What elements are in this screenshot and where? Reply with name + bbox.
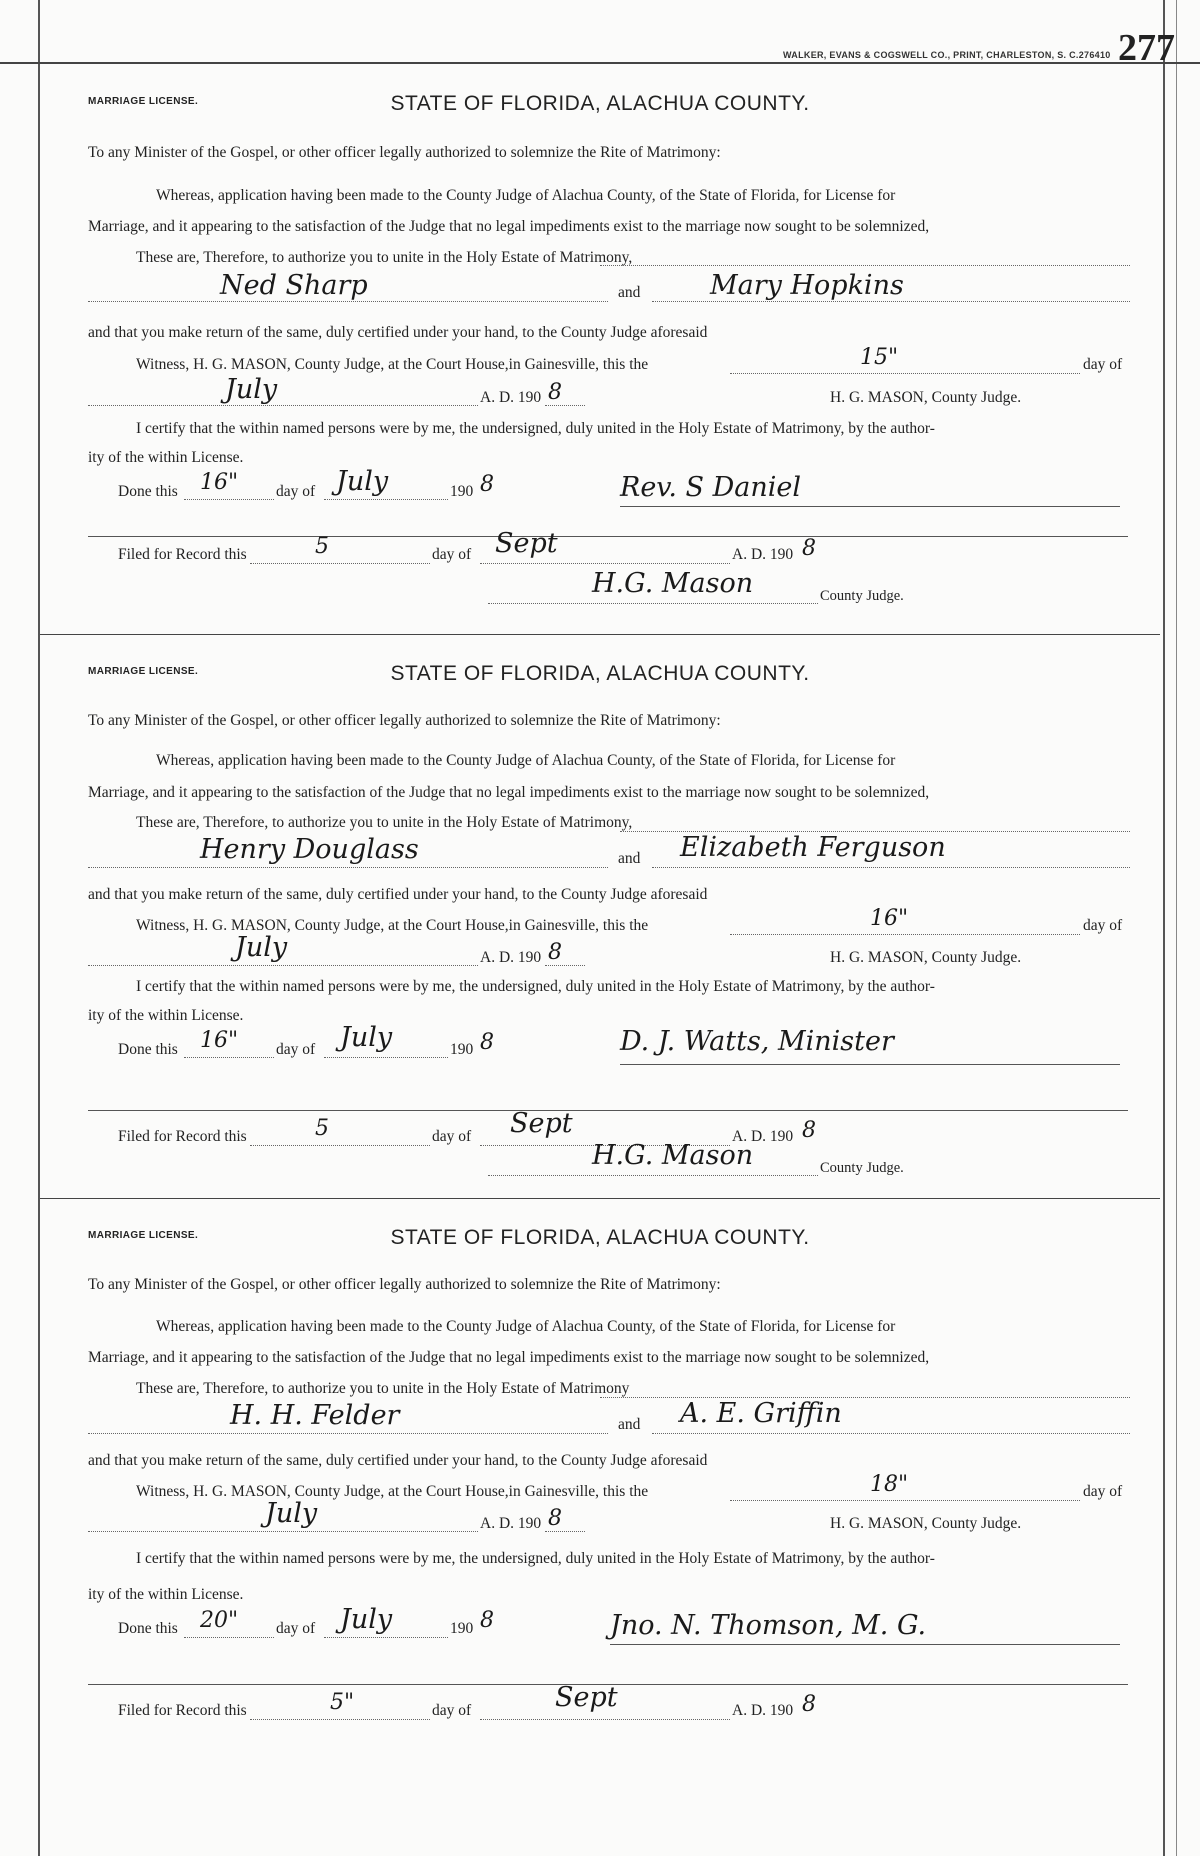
filed-ad-label: A. D. 190 (732, 546, 794, 563)
witness-line: Witness, H. G. MASON, County Judge, at the Court House,in Gainesville, this the (136, 1483, 649, 1500)
filed-year: 8 (802, 536, 816, 561)
done-year-prefix: 190 (450, 1041, 474, 1058)
ad-label: A. D. 190 (480, 389, 542, 406)
day-of-label: day of (1083, 917, 1123, 934)
license-label: MARRIAGE LICENSE. (88, 666, 199, 677)
whereas-line-2: Marriage, and it appearing to the satisfaction of the Judge that no legal impediments exist to the marriage now sought to be solemnized, (88, 218, 930, 235)
witness-month: July (225, 374, 278, 405)
certify-line-2: ity of the within License. (88, 449, 244, 466)
done-month: July (340, 1604, 393, 1635)
witness-line: Witness, H. G. MASON, County Judge, at the Court House,in Gainesville, this the (136, 356, 649, 373)
return-line: and that you make return of the same, duly certified under your hand, to the County Judge aforesaid (88, 324, 708, 341)
done-month: July (336, 466, 389, 497)
officiant-signature: D. J. Watts, Minister (620, 1026, 894, 1057)
filed-day-of-label: day of (432, 1702, 472, 1719)
witness-month: July (265, 1498, 318, 1529)
whereas-line-1: Whereas, application having been made to the County Judge of Alachua County, of the State of Florida, for License for (156, 187, 896, 204)
certify-line-2: ity of the within License. (88, 1007, 244, 1024)
witness-year: 8 (548, 1506, 562, 1531)
done-this-label: Done this (118, 483, 178, 500)
ad-label: A. D. 190 (480, 949, 542, 966)
filed-judge-signature: H.G. Mason (592, 1140, 754, 1171)
whereas-line-1: Whereas, application having been made to the County Judge of Alachua County, of the State of Florida, for License for (156, 752, 896, 769)
filed-ad-label: A. D. 190 (732, 1702, 794, 1719)
filed-year: 8 (802, 1692, 816, 1717)
these-are-line: These are, Therefore, to authorize you to unite in the Holy Estate of Matrimony, (136, 814, 633, 831)
certify-line-2: ity of the within License. (88, 1586, 244, 1603)
done-day-of-label: day of (276, 483, 316, 500)
right-border-line (1163, 0, 1165, 1856)
bride-name: Mary Hopkins (710, 270, 904, 301)
done-day: 20" (200, 1608, 239, 1633)
license-label: MARRIAGE LICENSE. (88, 96, 199, 107)
whereas-line-2: Marriage, and it appearing to the satisfaction of the Judge that no legal impediments exist to the marriage now sought to be solemnized, (88, 784, 930, 801)
witness-month: July (235, 932, 288, 963)
filed-day-of-label: day of (432, 1128, 472, 1145)
whereas-line-2: Marriage, and it appearing to the satisfaction of the Judge that no legal impediments exist to the marriage now sought to be solemnized, (88, 1349, 930, 1366)
county-judge-label: County Judge. (820, 588, 904, 604)
filed-day: 5 (315, 534, 329, 559)
filed-month: Sept (510, 1108, 573, 1139)
witness-day: 16" (870, 906, 909, 931)
judge-signature: H. G. MASON, County Judge. (830, 1515, 1022, 1532)
filed-month: Sept (495, 528, 558, 559)
certify-line-1: I certify that the within named persons were by me, the undersigned, duly united in the Holy Estate of Matrimony, by the author- (136, 978, 935, 995)
groom-name: H. H. Felder (230, 1400, 400, 1431)
done-year: 8 (480, 472, 494, 497)
filed-label: Filed for Record this (118, 1702, 247, 1719)
and-text: and (618, 850, 641, 867)
witness-year: 8 (548, 940, 562, 965)
done-year: 8 (480, 1608, 494, 1633)
witness-day: 18" (870, 1472, 909, 1497)
return-line: and that you make return of the same, duly certified under your hand, to the County Judge aforesaid (88, 886, 708, 903)
done-year: 8 (480, 1030, 494, 1055)
license-heading: STATE OF FLORIDA, ALACHUA COUNTY. (390, 662, 810, 685)
license-section-2 (40, 634, 1160, 1184)
license-section-3 (40, 1198, 1160, 1838)
done-year-prefix: 190 (450, 483, 474, 500)
done-day-of-label: day of (276, 1041, 316, 1058)
license-heading: STATE OF FLORIDA, ALACHUA COUNTY. (390, 92, 810, 115)
license-label: MARRIAGE LICENSE. (88, 1230, 199, 1241)
filed-day: 5" (330, 1690, 355, 1715)
day-of-label: day of (1083, 1483, 1123, 1500)
ad-label: A. D. 190 (480, 1515, 542, 1532)
filed-day-of-label: day of (432, 546, 472, 563)
done-year-prefix: 190 (450, 1620, 474, 1637)
filed-year: 8 (802, 1118, 816, 1143)
return-line: and that you make return of the same, duly certified under your hand, to the County Judge aforesaid (88, 1452, 708, 1469)
filed-label: Filed for Record this (118, 546, 247, 563)
witness-day: 15" (860, 345, 899, 370)
filed-day: 5 (315, 1116, 329, 1141)
bride-name: A. E. Griffin (680, 1398, 842, 1429)
bride-name: Elizabeth Ferguson (680, 832, 946, 863)
judge-signature: H. G. MASON, County Judge. (830, 949, 1022, 966)
certify-line-1: I certify that the within named persons were by me, the undersigned, duly united in the Holy Estate of Matrimony, by the author- (136, 1550, 935, 1567)
address-line: To any Minister of the Gospel, or other officer legally authorized to solemnize the Rite of Matrimony: (88, 712, 721, 729)
groom-name: Ned Sharp (220, 270, 368, 301)
license-section-1 (40, 62, 1160, 634)
right-border-line-outer (1176, 0, 1177, 1856)
filed-judge-signature: H.G. Mason (592, 568, 754, 599)
done-day: 16" (200, 470, 239, 495)
groom-name: Henry Douglass (200, 834, 419, 865)
officiant-signature: Rev. S Daniel (620, 472, 801, 503)
done-day-of-label: day of (276, 1620, 316, 1637)
certify-line-1: I certify that the within named persons were by me, the undersigned, duly united in the Holy Estate of Matrimony, by the author- (136, 420, 935, 437)
and-text: and (618, 284, 641, 301)
and-text: and (618, 1416, 641, 1433)
done-month: July (340, 1022, 393, 1053)
witness-line: Witness, H. G. MASON, County Judge, at the Court House,in Gainesville, this the (136, 917, 649, 934)
these-are-line: These are, Therefore, to authorize you to unite in the Holy Estate of Matrimony, (136, 249, 633, 266)
county-judge-label: County Judge. (820, 1160, 904, 1176)
address-line: To any Minister of the Gospel, or other officer legally authorized to solemnize the Rite of Matrimony: (88, 144, 721, 161)
page-number: 277 (1118, 27, 1175, 69)
whereas-line-1: Whereas, application having been made to the County Judge of Alachua County, of the State of Florida, for License for (156, 1318, 896, 1335)
done-this-label: Done this (118, 1620, 178, 1637)
day-of-label: day of (1083, 356, 1123, 373)
address-line: To any Minister of the Gospel, or other officer legally authorized to solemnize the Rite of Matrimony: (88, 1276, 721, 1293)
printer-imprint: WALKER, EVANS & COGSWELL CO., PRINT, CHARLESTON, S. C.276410 (783, 50, 1111, 60)
license-heading: STATE OF FLORIDA, ALACHUA COUNTY. (390, 1226, 810, 1249)
done-day: 16" (200, 1028, 239, 1053)
judge-signature: H. G. MASON, County Judge. (830, 389, 1022, 406)
filed-ad-label: A. D. 190 (732, 1128, 794, 1145)
done-this-label: Done this (118, 1041, 178, 1058)
filed-label: Filed for Record this (118, 1128, 247, 1145)
officiant-signature: Jno. N. Thomson, M. G. (610, 1610, 927, 1641)
these-are-line: These are, Therefore, to authorize you to unite in the Holy Estate of Matrimony (136, 1380, 630, 1397)
filed-month: Sept (555, 1682, 618, 1713)
witness-year: 8 (548, 380, 562, 405)
